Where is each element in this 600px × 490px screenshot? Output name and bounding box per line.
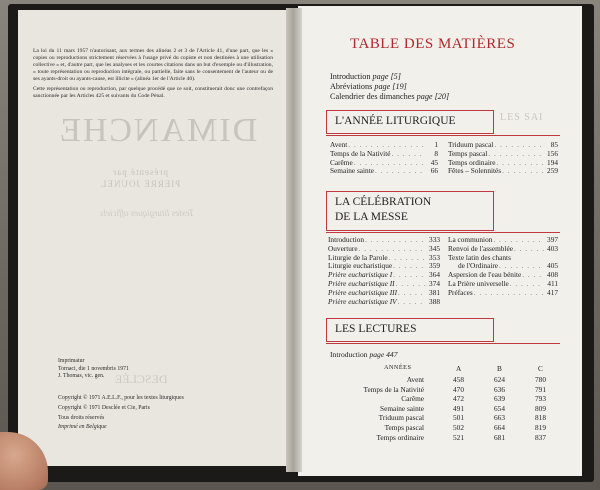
leader-dots <box>509 280 544 289</box>
copyright-line: Tous droits réservés <box>58 415 105 421</box>
imprimatur-line: J. Thomas, vic. gen. <box>58 373 105 379</box>
toc-entry-page: 8 <box>434 148 438 158</box>
toc-entry-label: Avent <box>330 140 348 149</box>
leader-dots <box>473 289 544 298</box>
toc-entry-page: 66 <box>430 166 438 176</box>
toc-entry-page: 345 <box>429 243 440 253</box>
book-gutter <box>286 8 302 472</box>
toc-entry-label: Temps ordinaire <box>448 157 496 167</box>
section-heading-line: DE LA MESSE <box>335 211 408 223</box>
toc-entry <box>328 298 440 307</box>
intro-list <box>330 72 449 102</box>
table-cell-c: 819 <box>535 422 546 432</box>
toc-entry-label: Fêtes – Solennités <box>448 166 502 176</box>
table-cell-b: 654 <box>494 403 505 413</box>
toc-entry-page: 388 <box>429 296 440 306</box>
leader-dots <box>388 254 426 263</box>
table-cell-a: 501 <box>453 413 464 423</box>
column-header-years: ANNÉES <box>384 364 412 371</box>
toc-entry-label: Liturgie de la Parole <box>328 252 388 262</box>
show-through-line: PIERRE JOUNEL <box>100 179 181 189</box>
toc-entry-page: 411 <box>547 278 558 288</box>
toc-entry-label: Préfaces <box>448 287 473 297</box>
table-cell-a: 472 <box>453 394 464 404</box>
copyright-line: Copyright © 1971 Desclée et Cie, Paris <box>58 405 150 411</box>
toc-entry-page: 381 <box>429 287 440 297</box>
toc-entry-label: Prière eucharistique III <box>328 287 398 297</box>
intro-label: Calendrier des dimanches <box>330 92 417 101</box>
toc-entry-label: La Prière universelle <box>448 278 509 288</box>
leader-dots <box>390 150 424 159</box>
toc-entry-label: Semaine sainte <box>330 166 374 176</box>
toc-entry-page: 359 <box>429 261 440 271</box>
table-cell-b: 663 <box>494 413 505 423</box>
leader-dots <box>501 167 544 176</box>
section-heading-mass <box>326 191 494 231</box>
show-through-line: présenté par <box>112 167 168 177</box>
imprimatur-line: Imprimatur <box>58 358 85 364</box>
table-cell-b: 639 <box>494 394 505 404</box>
toc-entry-label: Temps de la Nativité <box>330 148 391 158</box>
intro-line <box>330 92 449 102</box>
table-cell-season: Temps de la Nativité <box>363 384 424 394</box>
leader-dots <box>392 271 426 280</box>
toc-entry-label: Triduum pascal <box>448 140 494 149</box>
toc-entry-page: 85 <box>550 140 558 149</box>
toc-entry-page: 333 <box>429 235 440 244</box>
toc-entry-page: 397 <box>547 235 558 244</box>
toc-entry <box>448 167 558 176</box>
leader-dots <box>513 245 544 254</box>
table-cell-season: Carême <box>401 394 424 404</box>
toc-entry-page: 403 <box>547 243 558 253</box>
toc-column <box>448 141 558 176</box>
table-row <box>330 433 561 443</box>
toc-entry-label: Ouverture <box>328 243 358 253</box>
toc-entry-page: 408 <box>547 270 558 280</box>
toc-column <box>448 236 558 298</box>
toc-entry-label: Prière eucharistique IV <box>328 296 397 306</box>
section-rule <box>326 343 560 344</box>
table-cell-a: 521 <box>453 432 464 442</box>
table-row <box>330 385 561 395</box>
toc-entry-page: 194 <box>547 157 558 167</box>
toc-entry-label: Aspersion de l'eau bénite <box>448 270 522 280</box>
section-heading-line: LA CÉLÉBRATION <box>335 196 432 208</box>
printed-in: Imprimé en Belgique <box>58 424 107 430</box>
section-heading-liturgical-year: L'ANNÉE LITURGIQUE <box>326 110 494 134</box>
table-cell-b: 664 <box>494 422 505 432</box>
toc-entry <box>330 167 438 176</box>
imprimatur <box>58 358 129 381</box>
table-cell-a: 491 <box>453 403 464 413</box>
intro-page: page [5] <box>372 72 401 81</box>
table-cell-c: 818 <box>535 413 546 423</box>
legal-paragraph: La loi du 11 mars 1957 n'autorisant, aux termes des alinéas 2 et 3 de l'Article 41, d'une part, que les « copies ou reproductions strictement réservées à l'usage privé du copiste et non destinées à une utilisation collective » et, d'autre part, que les analyses et les courtes citations dans un but d'exemple ou d'illustration, « toute représentation ou reproduction intégrale, ou partielle, faite sans le consentement de l'auteur ou de ses ayants-droit ou ayants-cause, est illicite » (alinéa 1er de l'Article 40). <box>33 48 273 82</box>
page-title: TABLE DES MATIÈRES <box>350 36 516 52</box>
table-cell-a: 502 <box>453 422 464 432</box>
readings-table <box>330 375 561 442</box>
table-cell-a: 458 <box>453 375 464 384</box>
toc-entry-label: de l'Ordinaire <box>458 261 499 271</box>
table-row <box>330 404 561 414</box>
toc-entry-page: 1 <box>434 140 438 149</box>
toc-entry-label: La communion <box>448 235 493 244</box>
toc-entry-label: Prière eucharistique I <box>328 270 393 280</box>
copyright-block <box>58 393 184 423</box>
show-through-publisher: DESCLÉE <box>115 372 168 386</box>
table-cell-b: 681 <box>494 432 505 442</box>
leader-dots <box>496 159 544 168</box>
readings-intro <box>330 350 398 359</box>
intro-line <box>330 72 449 82</box>
table-cell-c: 780 <box>535 375 546 384</box>
leader-dots <box>493 141 544 150</box>
toc-entry-page: 353 <box>429 252 440 262</box>
leader-dots <box>521 271 544 280</box>
leader-dots <box>364 236 426 245</box>
intro-label: Introduction <box>330 72 373 81</box>
show-through-subtitle-2: Textes liturgiques officiels <box>100 208 194 218</box>
copyright-line: Copyright © 1971 A.E.L.F., pour les textes liturgiques <box>58 395 184 401</box>
show-through-subtitle <box>100 166 180 190</box>
toc-entry-label: Temps pascal <box>448 148 488 158</box>
leader-dots <box>397 298 426 307</box>
table-cell-c: 791 <box>535 384 546 394</box>
table-cell-c: 837 <box>535 432 546 442</box>
toc-entry-page: 156 <box>547 148 558 158</box>
show-through-text: LES SAI <box>500 112 544 123</box>
table-row <box>330 394 561 404</box>
column-header-c: C <box>538 364 544 373</box>
section-heading-readings: LES LECTURES <box>326 318 494 342</box>
table-cell-b: 636 <box>494 384 505 394</box>
toc-entry-label: Liturgie eucharistique <box>328 261 393 271</box>
intro-page: page [19] <box>374 82 407 91</box>
toc-entry-page: 374 <box>429 278 440 288</box>
table-row <box>330 413 561 423</box>
toc-column <box>328 236 440 306</box>
toc-entry-page: 364 <box>429 270 440 280</box>
table-cell-season: Temps pascal <box>384 422 424 432</box>
readings-intro-page: page 447 <box>369 350 398 359</box>
toc-column <box>330 141 438 176</box>
table-cell-a: 470 <box>453 384 464 394</box>
toc-entry-page: 405 <box>547 261 558 271</box>
toc-entry-label: Carême <box>330 157 353 167</box>
leader-dots <box>487 150 544 159</box>
legal-notice <box>33 48 273 100</box>
leader-dots <box>374 167 424 176</box>
toc-entry-page: 417 <box>547 287 558 297</box>
intro-label: Abréviations <box>330 82 375 91</box>
toc-entry-label: Prière eucharistique II <box>328 278 395 288</box>
table-row <box>330 423 561 433</box>
toc-entry-label: Renvoi de l'assemblée <box>448 243 513 253</box>
table-cell-c: 809 <box>535 403 546 413</box>
leader-dots <box>392 262 426 271</box>
toc-entry-page: 259 <box>547 166 558 176</box>
toc-entry-label: Texte latin des chants <box>448 252 511 262</box>
toc-entry-label: Introduction <box>328 235 365 244</box>
table-cell-season: Semaine sainte <box>380 403 424 413</box>
leader-dots <box>397 289 426 298</box>
table-row <box>330 375 561 385</box>
table-cell-season: Triduum pascal <box>378 413 424 423</box>
column-header-a: A <box>456 364 462 373</box>
section-rule <box>326 135 560 136</box>
leader-dots <box>395 280 426 289</box>
table-cell-season: Temps ordinaire <box>376 432 424 442</box>
intro-page: page [20] <box>416 92 450 101</box>
toc-entry-page: 45 <box>430 157 438 167</box>
legal-paragraph: Cette représentation ou reproduction, par quelque procédé que ce soit, constituerait donc une contrefaçon sanctionnée par les Articles 425 et suivants du Code Pénal. <box>33 86 273 99</box>
column-header-b: B <box>497 364 503 373</box>
imprimatur-line: Tornaci, die 1 novembris 1971 <box>58 365 129 372</box>
readings-intro-label: Introduction <box>330 350 370 359</box>
intro-line <box>330 82 449 92</box>
table-cell-b: 624 <box>494 375 505 384</box>
table-cell-season: Avent <box>406 375 424 384</box>
toc-entry <box>448 289 558 298</box>
show-through-title: DIMANCHE <box>58 112 258 149</box>
table-cell-c: 793 <box>535 394 546 404</box>
section-rule <box>326 232 560 233</box>
